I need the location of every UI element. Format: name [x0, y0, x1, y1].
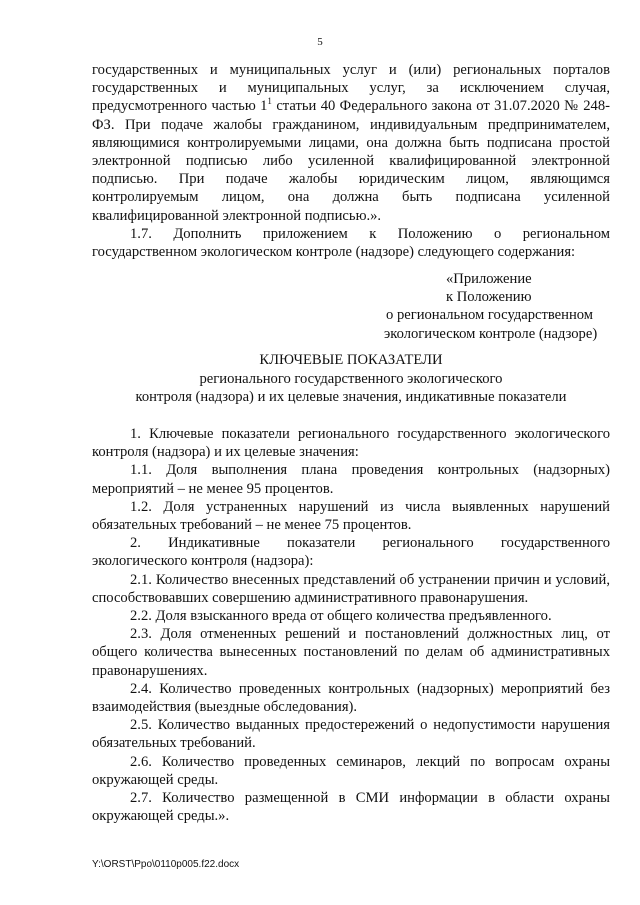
- list-item: 1. Ключевые показатели регионального государственного экологического контроля (надзора) и их целевые значения:: [92, 426, 610, 461]
- paragraph-complaint-tail: статьи 40 Федерального закона от 31.07.2020 № 248-ФЗ. При подаче жалобы гражданином, индивидуальным предпринимателем, являющимися контролируемыми лицами, она должна быть подписана простой электронной подписью либо усиленной квалифицированной электронной подписью. При подаче жалобы юридическим лицом, являющимся контролируемым лицом, она должна быть подписана усиленной квалифицированной электронной подписью.».: [92, 98, 610, 224]
- list-item: 2.3. Доля отмененных решений и постановлений должностных лиц, от общего количества вынесенных постановлений по делам об административных правонарушениях.: [92, 626, 610, 679]
- list-item: 1.2. Доля устраненных нарушений из числа выявленных нарушений обязательных требований – не менее 75 процентов.: [92, 498, 610, 534]
- section-title: [92, 351, 610, 407]
- list-item: 2.2. Доля взысканного вреда от общего количества предъявленного.: [130, 608, 552, 625]
- paragraph-complaint-text: государственных и муниципальных услуг и (или) региональных порталов государственных и муниципальных услуг, за исключением случая, предусмотренного частью 1: [92, 62, 610, 115]
- paragraph-complaint-signature: [92, 61, 610, 225]
- superscript-part: 1: [267, 96, 272, 107]
- indicators-list: [92, 425, 610, 825]
- title-line-1: КЛЮЧЕВЫЕ ПОКАЗАТЕЛИ: [259, 352, 443, 368]
- list-item: 2.6. Количество проведенных семинаров, лекций по вопросам охраны окружающей среды.: [92, 753, 610, 788]
- list-item: 2.7. Количество размещенной в СМИ информации в области охраны окружающей среды.».: [92, 790, 610, 825]
- top-text-block: [92, 61, 610, 261]
- page-number: 5: [317, 36, 323, 48]
- appendix-line-4: экологическом контроле (надзоре): [384, 325, 598, 342]
- title-line-3: контроля (надзора) и их целевые значения, индикативные показатели: [135, 389, 567, 405]
- list-item: 2. Индикативные показатели регионального государственного экологического контроля (надзора):: [92, 535, 610, 570]
- appendix-line-3: о региональном государственном: [386, 307, 594, 324]
- title-line-2: регионального государственного экологического: [199, 370, 503, 387]
- list-item: 2.4. Количество проведенных контрольных (надзорных) мероприятий без взаимодействия (выездные обследования).: [92, 680, 610, 716]
- appendix-line-2: к Положению: [446, 289, 532, 306]
- paragraph-add-appendix: 1.7. Дополнить приложением к Положению о региональном государственном экологическом контроле (надзоре) следующего содержания:: [92, 225, 610, 261]
- file-path-footer: Y:\ORST\Ppo\0110p005.f22.docx: [92, 859, 240, 870]
- appendix-header: [384, 270, 624, 343]
- list-item: 2.1. Количество внесенных представлений об устранении причин и условий, способствовавших совершению административного правонарушения.: [92, 571, 610, 606]
- appendix-line-1: «Приложение: [446, 271, 532, 287]
- list-item: 1.1. Доля выполнения плана проведения контрольных (надзорных) мероприятий – не менее 95 процентов.: [92, 462, 610, 497]
- list-item: 2.5. Количество выданных предостережений о недопустимости нарушения обязательных требований.: [92, 717, 610, 752]
